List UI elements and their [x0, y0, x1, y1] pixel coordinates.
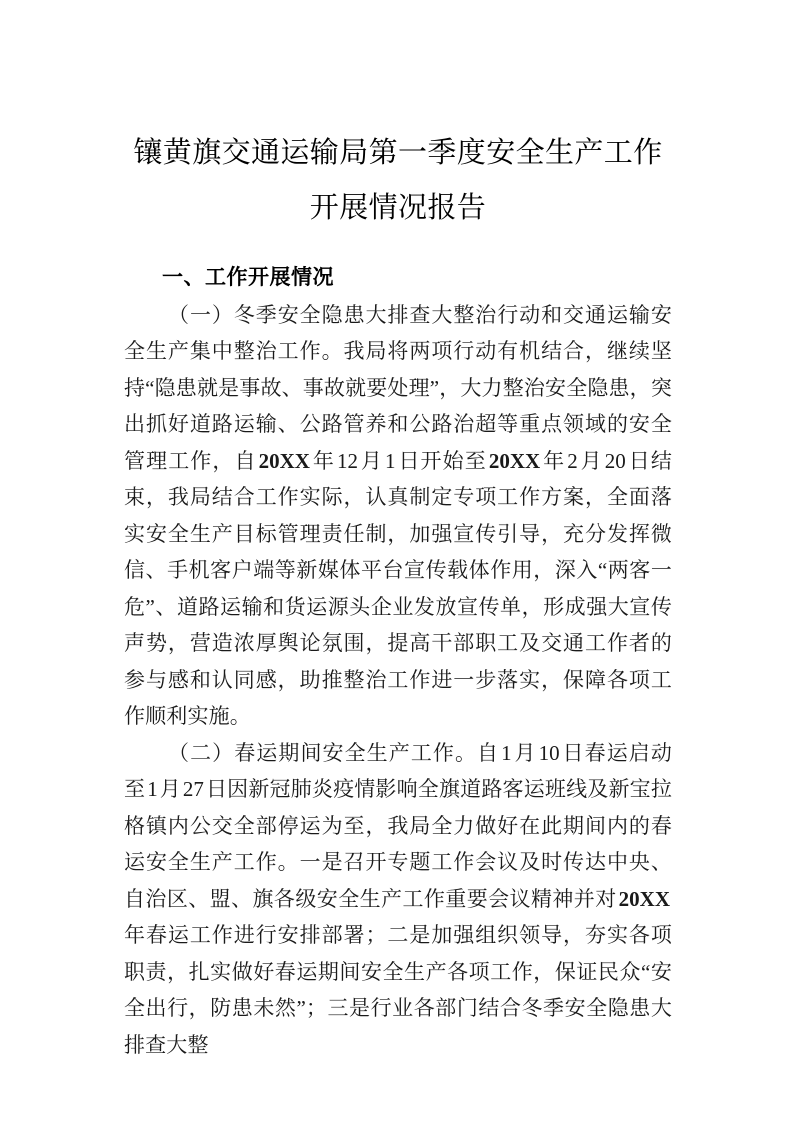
title-line-1: 镶黄旗交通运输局第一季度安全生产工作 [133, 137, 663, 169]
paragraph-1: （一）冬季安全隐患大排查大整治行动和交通运输安全生产集中整治工作。我局将两项行动有机结合，继续坚持“隐患就是事故、事故就要处理”，大力整治安全隐患，突出抓好道路运输、公路管养和公路治超等重点领域的安全管理工作，自20XX年12月1日开始至20XX年2月20日结束，我局结合工作实际，认真制定专项工作方案，全面落实安全生产目标管理责任制，加强宣传引导，充分发挥微信、手机客户端等新媒体平台宣传载体作用，深入“两客一危”、道路运输和货运源头企业发放宣传单，形成强大宣传声势，营造浓厚舆论氛围，提高干部职工及交通工作者的参与感和认同感，助推整治工作进一步落实，保障各项工作顺利实施。 [124, 302, 672, 728]
section-heading: 一、工作开展情况 [162, 266, 334, 289]
numeral: 12 [336, 448, 358, 473]
numeral: 1 [385, 448, 396, 473]
numeral: 2 [567, 448, 578, 473]
paragraph-2: （二）春运期间安全生产工作。自1月10日春运启动至1月27日因新冠肺炎疫情影响全旗道路客运班线及新宝拉格镇内公交全部停运为至，我局全力做好在此期间内的春运安全生产工作。一是召开专题工作会议及时传达中央、自治区、盟、旗各级安全生产工作重要会议精神并对20XX年春运工作进行安排部署；二是加强组织领导，夯实各项职责，扎实做好春运期间安全生产各项工作，保证民众“安全出行，防患未然”；三是行业各部门结合冬季安全隐患大排查大整 [124, 740, 672, 1057]
numeral-emphasis: 20XX [488, 448, 541, 473]
page-title [124, 0, 672, 236]
numeral-emphasis: 20XX [618, 886, 670, 911]
numeral: 27 [182, 777, 204, 801]
document-content [124, 0, 672, 1063]
numeral: 1 [147, 777, 158, 801]
numeral: 20 [604, 448, 626, 473]
numeral: 1 [501, 740, 512, 765]
title-line-2: 开展情况报告 [309, 192, 487, 224]
numeral-emphasis: 20XX [258, 448, 310, 473]
numeral: 10 [538, 740, 560, 765]
